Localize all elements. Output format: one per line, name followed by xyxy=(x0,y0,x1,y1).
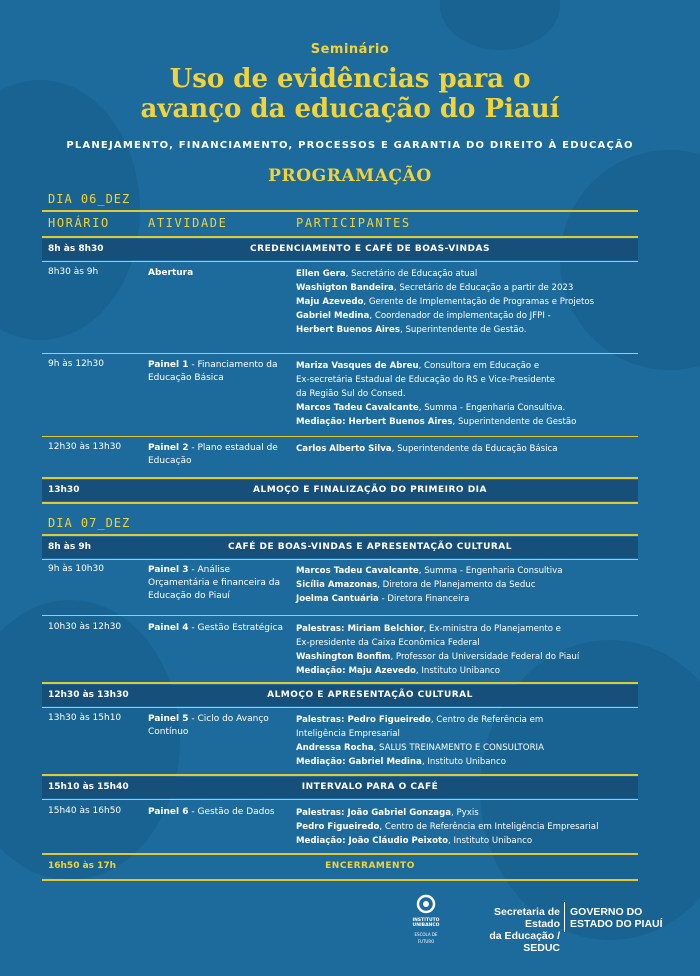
activity-desc: - Financiamento da Educação Básica xyxy=(148,360,278,383)
band-title: CAFÉ DE BOAS-VINDAS E APRESENTAÇÃO CULTURAL xyxy=(227,542,513,552)
divider xyxy=(42,210,638,212)
band-time: 16h50 às 17h xyxy=(48,861,117,871)
participant-role: , Summa - Engenharia Consultiva. xyxy=(418,403,566,413)
row-time: 9h às 12h30 xyxy=(48,359,104,369)
schedule-band xyxy=(42,856,638,877)
row-time: 10h30 às 12h30 xyxy=(48,622,122,632)
participant-role: Ex-secretária Estadual de Educação do RS e Vice-Presidente xyxy=(296,375,556,385)
schedule-band xyxy=(42,537,638,558)
participant-name: Mariza Vasques de Abreu xyxy=(296,361,419,371)
participant-line xyxy=(296,267,646,281)
divider xyxy=(42,615,638,616)
row-time: 9h às 10h30 xyxy=(48,564,104,574)
participant-line xyxy=(296,323,646,337)
seminar-label: Seminário xyxy=(310,42,390,57)
participant-name: Mediação: Maju Azevedo xyxy=(296,666,416,676)
participant-line xyxy=(296,806,646,820)
participant-role: , Gerente de Implementação de Programas e Projetos xyxy=(363,297,595,307)
day2-label: DIA 07_DEZ xyxy=(48,516,131,530)
row-participants xyxy=(296,622,646,678)
activity-name: Painel 4 xyxy=(148,623,189,633)
participant-line xyxy=(296,650,646,664)
participant-line xyxy=(296,741,646,755)
participant-name: Marcos Tadeu Cavalcante xyxy=(296,566,419,576)
participant-line xyxy=(296,578,646,592)
unibanco-icon xyxy=(413,894,439,914)
day1-label: DIA 06_DEZ xyxy=(48,192,131,206)
participant-name: Mediação: Herbert Buenos Aires xyxy=(296,417,453,427)
participant-name: Gabriel Medina xyxy=(296,311,370,321)
row-activity xyxy=(148,267,288,280)
row-time: 8h30 às 9h xyxy=(48,267,99,277)
activity-desc: - Gestão Estratégica xyxy=(188,623,283,633)
activity-desc: - Ciclo do Avanço Contínuo xyxy=(148,714,269,737)
logo-separator xyxy=(564,902,565,932)
participant-role: Ex-presidente da Caixa Econômica Federal xyxy=(296,638,480,648)
participant-line xyxy=(296,281,646,295)
band-title: ENCERRAMENTO xyxy=(325,861,415,871)
gov-line1: GOVERNO DO xyxy=(570,906,643,918)
title-line-1: Uso de evidências para o xyxy=(169,64,531,94)
row-participants xyxy=(296,359,646,429)
gov-line2: ESTADO DO PIAUÍ xyxy=(570,918,663,930)
divider xyxy=(42,559,638,560)
participant-line xyxy=(296,359,646,373)
background-shape xyxy=(0,600,180,880)
row-participants xyxy=(296,806,646,848)
divider xyxy=(42,853,638,855)
row-activity xyxy=(148,359,288,385)
participant-line xyxy=(296,622,646,636)
divider xyxy=(42,436,638,437)
band-time: 13h30 xyxy=(48,485,80,495)
band-time: 8h às 8h30 xyxy=(48,244,104,254)
divider xyxy=(42,477,638,479)
column-header-time: HORÁRIO xyxy=(48,216,110,230)
divider xyxy=(42,682,638,684)
band-title: ALMOÇO E APRESENTAÇÃO CULTURAL xyxy=(267,690,473,700)
participant-line xyxy=(296,820,646,834)
row-participants xyxy=(296,713,646,769)
schedule-band xyxy=(42,480,638,501)
row-time: 13h30 às 15h10 xyxy=(48,713,122,723)
band-time: 12h30 às 13h30 xyxy=(48,690,129,700)
activity-name: Painel 1 xyxy=(148,360,189,370)
unibanco-line1: INSTITUTO xyxy=(412,918,440,923)
row-time: 12h30 às 13h30 xyxy=(48,442,122,452)
participant-name: Herbert Buenos Aires xyxy=(296,325,400,335)
participant-role: , Superintendente da Educação Básica xyxy=(391,444,558,454)
participant-role: , Professor da Universidade Federal do Piauí xyxy=(390,652,580,662)
row-activity xyxy=(148,564,288,603)
title-line-2: avanço da educação do Piauí xyxy=(140,94,560,124)
participant-role: , Centro de Referência em xyxy=(430,715,544,725)
band-title: ALMOÇO E FINALIZAÇÃO DO PRIMEIRO DIA xyxy=(253,485,487,495)
participant-role: Inteligência Empresarial xyxy=(296,729,400,739)
participant-name: Pedro Figueiredo xyxy=(296,822,380,832)
participant-name: Maju Azevedo xyxy=(296,297,364,307)
participant-line xyxy=(296,564,646,578)
participant-line xyxy=(296,401,646,415)
row-activity xyxy=(148,622,288,635)
participant-name: Mediação: Gabriel Medina xyxy=(296,757,422,767)
divider xyxy=(42,236,638,238)
participant-role: , Superintendente de Gestão xyxy=(452,417,577,427)
activity-desc: - Plano estadual de Educação xyxy=(148,443,278,466)
seduc-line2: da Educação / SEDUC xyxy=(489,930,560,954)
participant-name: Palestras: João Gabriel Gonzaga xyxy=(296,808,452,818)
participant-role: da Região Sul do Consed. xyxy=(296,389,406,399)
column-header-activity: ATIVIDADE xyxy=(148,216,228,230)
activity-name: Abertura xyxy=(148,268,194,278)
activity-name: Painel 3 xyxy=(148,565,189,575)
unibanco-tag: ESCOLA DE FUTURO xyxy=(414,932,438,944)
participant-line xyxy=(296,415,646,429)
divider xyxy=(42,799,638,800)
participant-line xyxy=(296,309,646,323)
row-participants xyxy=(296,267,646,337)
unibanco-logo xyxy=(406,894,446,945)
column-header-participants: PARTICIPANTES xyxy=(296,216,411,230)
divider xyxy=(42,353,638,354)
participant-line xyxy=(296,727,646,741)
participant-line xyxy=(296,442,646,456)
band-title: INTERVALO PARA O CAFÉ xyxy=(301,782,439,792)
divider xyxy=(42,774,638,776)
participant-line xyxy=(296,713,646,727)
participant-role: , Secretário de Educação atual xyxy=(345,269,478,279)
row-time: 15h40 às 16h50 xyxy=(48,806,122,816)
governo-logo xyxy=(570,906,663,930)
participant-line xyxy=(296,373,646,387)
participant-name: Palestras: Miriam Belchior xyxy=(296,624,424,634)
band-time: 8h às 9h xyxy=(48,542,92,552)
band-time: 15h10 às 15h40 xyxy=(48,782,129,792)
subtitle: PLANEJAMENTO, FINANCIAMENTO, PROCESSOS E GARANTIA DO DIREITO À EDUCAÇÃO xyxy=(66,140,634,151)
participant-role: , Instituto Unibanco xyxy=(421,757,506,767)
row-activity xyxy=(148,442,288,468)
participant-role: , Superintendente de Gestão. xyxy=(399,325,527,335)
participant-name: Sicília Amazonas xyxy=(296,580,378,590)
participant-name: Carlos Alberto Silva xyxy=(296,444,392,454)
seduc-logo xyxy=(468,906,560,954)
activity-desc: - Gestão de Dados xyxy=(188,807,275,817)
row-activity xyxy=(148,713,288,739)
unibanco-line2: UNIBANCO xyxy=(412,923,440,928)
participant-name: Washigton Bandeira xyxy=(296,283,394,293)
programacao-heading: PROGRAMAÇÃO xyxy=(268,166,432,186)
divider xyxy=(42,534,638,536)
participant-role: , Pyxis xyxy=(451,808,479,818)
activity-name: Painel 5 xyxy=(148,714,189,724)
participant-name: Palestras: Pedro Figueiredo xyxy=(296,715,431,725)
activity-name: Painel 6 xyxy=(148,807,189,817)
activity-name: Painel 2 xyxy=(148,443,189,453)
participant-role: , SALUS TREINAMENTO E CONSULTORIA xyxy=(373,743,544,753)
participant-line xyxy=(296,755,646,769)
divider xyxy=(42,261,638,262)
participant-role: , Coordenador de implementação do JFPI - xyxy=(369,311,551,321)
band-title: CREDENCIAMENTO E CAFÉ DE BOAS-VINDAS xyxy=(250,244,490,254)
participant-name: Marcos Tadeu Cavalcante xyxy=(296,403,419,413)
participant-role: , Ex-ministra do Planejamento e xyxy=(423,624,561,634)
row-participants xyxy=(296,442,646,456)
row-activity xyxy=(148,806,288,819)
participant-name: Ellen Gera xyxy=(296,269,346,279)
divider xyxy=(42,879,638,881)
participant-role: , Instituto Unibanco xyxy=(415,666,501,676)
participant-role: , Diretora de Planejamento da Seduc xyxy=(377,580,536,590)
participant-role: , Consultora em Educação e xyxy=(418,361,540,371)
participant-role: - Diretora Financeira xyxy=(378,594,470,604)
divider xyxy=(42,707,638,708)
row-participants xyxy=(296,564,646,606)
schedule-band xyxy=(42,239,638,260)
schedule-band xyxy=(42,685,638,706)
schedule-band xyxy=(42,777,638,798)
participant-name: Andressa Rocha xyxy=(296,743,374,753)
participant-role: , Centro de Referência em Inteligência Empresarial xyxy=(379,822,599,832)
activity-desc: - Análise Orçamentária e financeira da Educação do Piauí xyxy=(148,565,280,601)
seduc-line1: Secretaria de Estado xyxy=(494,906,560,930)
participant-role: , Secretário de Educação a partir de 2023 xyxy=(393,283,574,293)
participant-line xyxy=(296,387,646,401)
participant-line xyxy=(296,592,646,606)
participant-name: Mediação: João Cláudio Peixoto xyxy=(296,836,448,846)
participant-name: Joelma Cantuária xyxy=(296,594,379,604)
participant-line xyxy=(296,295,646,309)
participant-role: , Summa - Engenharia Consultiva xyxy=(418,566,563,576)
participant-line xyxy=(296,664,646,678)
participant-role: , Instituto Unibanco xyxy=(448,836,533,846)
participant-name: Washington Bonfim xyxy=(296,652,391,662)
participant-line xyxy=(296,834,646,848)
participant-line xyxy=(296,636,646,650)
divider xyxy=(42,502,638,504)
